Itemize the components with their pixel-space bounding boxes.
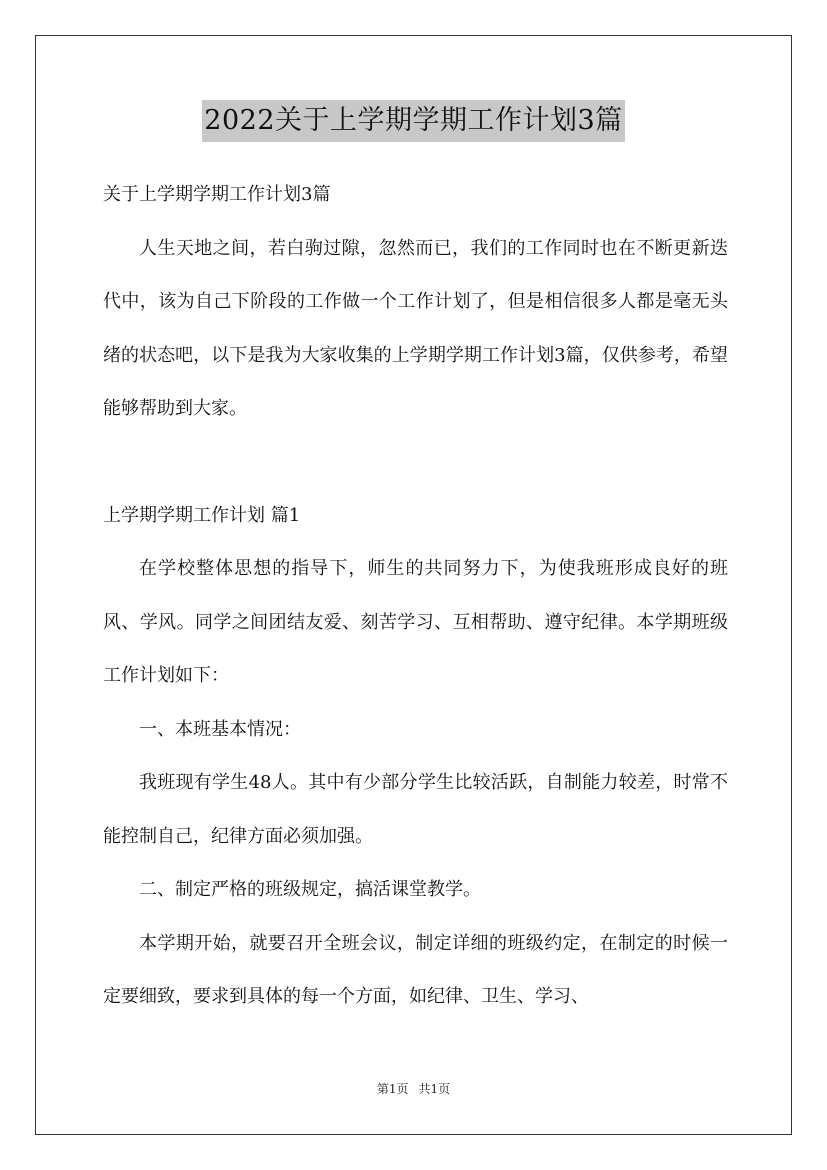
paragraph: 我班现有学生48人。其中有少部分学生比较活跃，自制能力较差，时常不能控制自己，纪律方面必须加强。 [103, 772, 728, 847]
paragraph: 人生天地之间，若白驹过隙，忽然而已，我们的工作同时也在不断更新迭代中，该为自己下阶段的工作做一个工作计划了，但是相信很多人都是毫无头绪的状态吧，以下是我为大家收集的上学期学期工作计划3篇，仅供参考，希望能够帮助到大家。 [103, 237, 728, 419]
page-footer [0, 1080, 827, 1097]
paragraph: 二、制定严格的班级规定，搞活课堂教学。 [139, 879, 481, 900]
document-title: 2022关于上学期学期工作计划3篇 [202, 100, 624, 142]
page-number: 第1页 [376, 1082, 409, 1096]
title-container [0, 100, 827, 142]
paragraph: 关于上学期学期工作计划3篇 [103, 184, 331, 205]
paragraph: 上学期学期工作计划 篇1 [103, 504, 301, 526]
paragraph: 一、本班基本情况： [139, 718, 301, 740]
document-body [103, 168, 728, 1024]
paragraph: 在学校整体思想的指导下，师生的共同努力下，为使我班形成良好的班风、学风。同学之间团结友爱、刻苦学习、互相帮助、遵守纪律。本学期班级工作计划如下： [103, 558, 728, 686]
page-total: 共1页 [418, 1082, 451, 1096]
paragraph: 本学期开始，就要召开全班会议，制定详细的班级约定，在制定的时候一定要细致，要求到具体的每一个方面，如纪律、卫生、学习、 [103, 932, 728, 1007]
